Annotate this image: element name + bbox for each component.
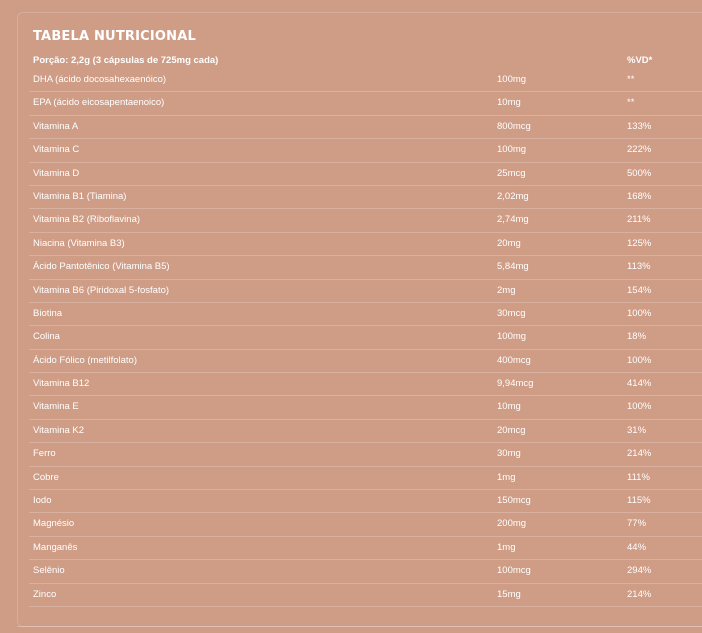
nutrient-name: Vitamina B2 (Riboflavina) — [33, 214, 141, 226]
nutrient-amount: 100mcg — [497, 565, 531, 577]
nutrient-vd: 44% — [627, 541, 647, 553]
nutrient-name: Vitamina A — [33, 120, 79, 132]
table-row — [29, 69, 702, 92]
nutrient-name: DHA (ácido docosahexaenóico) — [33, 74, 167, 85]
nutrient-name: Iodo — [33, 495, 52, 507]
nutrient-amount: 15mg — [497, 588, 521, 600]
nutrient-name: Vitamina D — [33, 167, 80, 179]
table-row — [29, 373, 702, 396]
table-row — [29, 513, 702, 536]
nutrient-vd: ** — [627, 97, 635, 109]
nutrient-amount: 20mcg — [497, 424, 526, 436]
table-row — [29, 326, 702, 349]
table-header — [33, 55, 702, 69]
table-row — [29, 350, 702, 373]
nutrient-vd: 113% — [627, 261, 651, 273]
nutrient-vd: 214% — [627, 588, 652, 600]
nutrient-name: Biotina — [33, 307, 63, 319]
nutrient-vd: 77% — [627, 518, 647, 530]
nutrient-amount: 100mg — [497, 144, 527, 156]
nutrient-amount: 5,84mg — [497, 261, 529, 273]
nutrient-amount: 100mg — [497, 331, 527, 343]
nutrient-name: Vitamina B12 — [33, 378, 90, 390]
nutrient-vd: 31% — [627, 424, 647, 436]
nutrient-name: Vitamina K2 — [33, 424, 85, 436]
table-row — [29, 420, 702, 443]
nutrient-amount: 20mg — [497, 237, 521, 249]
table-row — [29, 209, 702, 232]
nutrient-vd: 125% — [627, 237, 652, 249]
nutrient-vd: 111% — [627, 471, 650, 483]
nutrient-name: Selênio — [33, 565, 65, 577]
table-row — [29, 467, 702, 490]
table-row — [29, 92, 702, 115]
nutrition-rows — [29, 69, 702, 607]
nutrient-name: Magnésio — [33, 518, 75, 530]
nutrient-amount: 800mcg — [497, 120, 531, 132]
table-row — [29, 139, 702, 162]
nutrient-vd: 100% — [627, 307, 652, 319]
nutrient-amount: 2,74mg — [497, 214, 529, 226]
nutrient-name: Vitamina E — [33, 401, 79, 413]
table-row — [29, 560, 702, 583]
table-row — [29, 303, 702, 326]
nutrient-name: Ferro — [33, 448, 56, 460]
nutrient-amount: 10mg — [497, 401, 521, 413]
nutrient-name: Cobre — [33, 471, 59, 483]
nutrient-vd: 168% — [627, 190, 652, 202]
vd-header: %VD* — [627, 55, 653, 66]
nutrient-name: Zinco — [33, 588, 57, 600]
nutrient-amount: 2,02mg — [497, 190, 529, 202]
nutrient-vd: 154% — [627, 284, 652, 296]
table-row — [29, 116, 702, 139]
table-row — [29, 163, 702, 186]
nutrient-name: Niacina (Vitamina B3) — [33, 237, 125, 249]
table-title: TABELA NUTRICIONAL — [33, 29, 196, 44]
nutrient-vd: 294% — [627, 565, 652, 577]
nutrient-vd: 133% — [627, 120, 652, 132]
nutrient-name: Colina — [33, 331, 60, 343]
nutrient-name: Ácido Pantotênico (Vitamina B5) — [33, 261, 170, 273]
nutrient-name: Manganês — [33, 541, 78, 553]
nutrient-vd: 115% — [627, 495, 651, 507]
nutrient-vd: 414% — [627, 378, 652, 390]
table-row — [29, 537, 702, 560]
table-row — [29, 443, 702, 466]
nutrient-name: Vitamina C — [33, 144, 80, 156]
nutrient-amount: 100mg — [497, 74, 527, 85]
nutrient-name: EPA (ácido eicosapentaenoico) — [33, 97, 165, 109]
table-row — [29, 186, 702, 209]
nutrient-amount: 1mg — [497, 471, 516, 483]
nutrient-amount: 200mg — [497, 518, 527, 530]
table-row — [29, 396, 702, 419]
nutrient-vd: 100% — [627, 354, 652, 366]
table-bottom-divider — [17, 626, 702, 627]
nutrient-name: Vitamina B1 (Tiamina) — [33, 190, 127, 202]
nutrient-vd: 211% — [627, 214, 651, 226]
nutrient-amount: 30mg — [497, 448, 521, 460]
nutrient-amount: 10mg — [497, 97, 521, 109]
nutrient-amount: 30mcg — [497, 307, 526, 319]
table-row — [29, 584, 702, 607]
nutrient-amount: 1mg — [497, 541, 516, 553]
nutrient-amount: 25mcg — [497, 167, 526, 179]
table-row — [29, 280, 702, 303]
nutrient-vd: 214% — [627, 448, 652, 460]
nutrient-vd: 18% — [627, 331, 647, 343]
nutrient-amount: 400mcg — [497, 354, 531, 366]
nutrient-name: Ácido Fólico (metilfolato) — [33, 354, 138, 366]
nutrient-vd: 500% — [627, 167, 652, 179]
nutrient-name: Vitamina B6 (Piridoxal 5-fosfato) — [33, 284, 170, 296]
nutrient-vd: 222% — [627, 144, 652, 156]
table-row — [29, 233, 702, 256]
table-row — [29, 256, 702, 279]
portion-label: Porção: 2,2g (3 cápsulas de 725mg cada) — [33, 55, 219, 66]
nutrient-vd: ** — [627, 74, 635, 85]
nutrient-amount: 2mg — [497, 284, 516, 296]
nutrient-amount: 150mcg — [497, 495, 531, 507]
nutrient-vd: 100% — [627, 401, 652, 413]
nutrient-amount: 9,94mcg — [497, 378, 534, 390]
table-row — [29, 490, 702, 513]
